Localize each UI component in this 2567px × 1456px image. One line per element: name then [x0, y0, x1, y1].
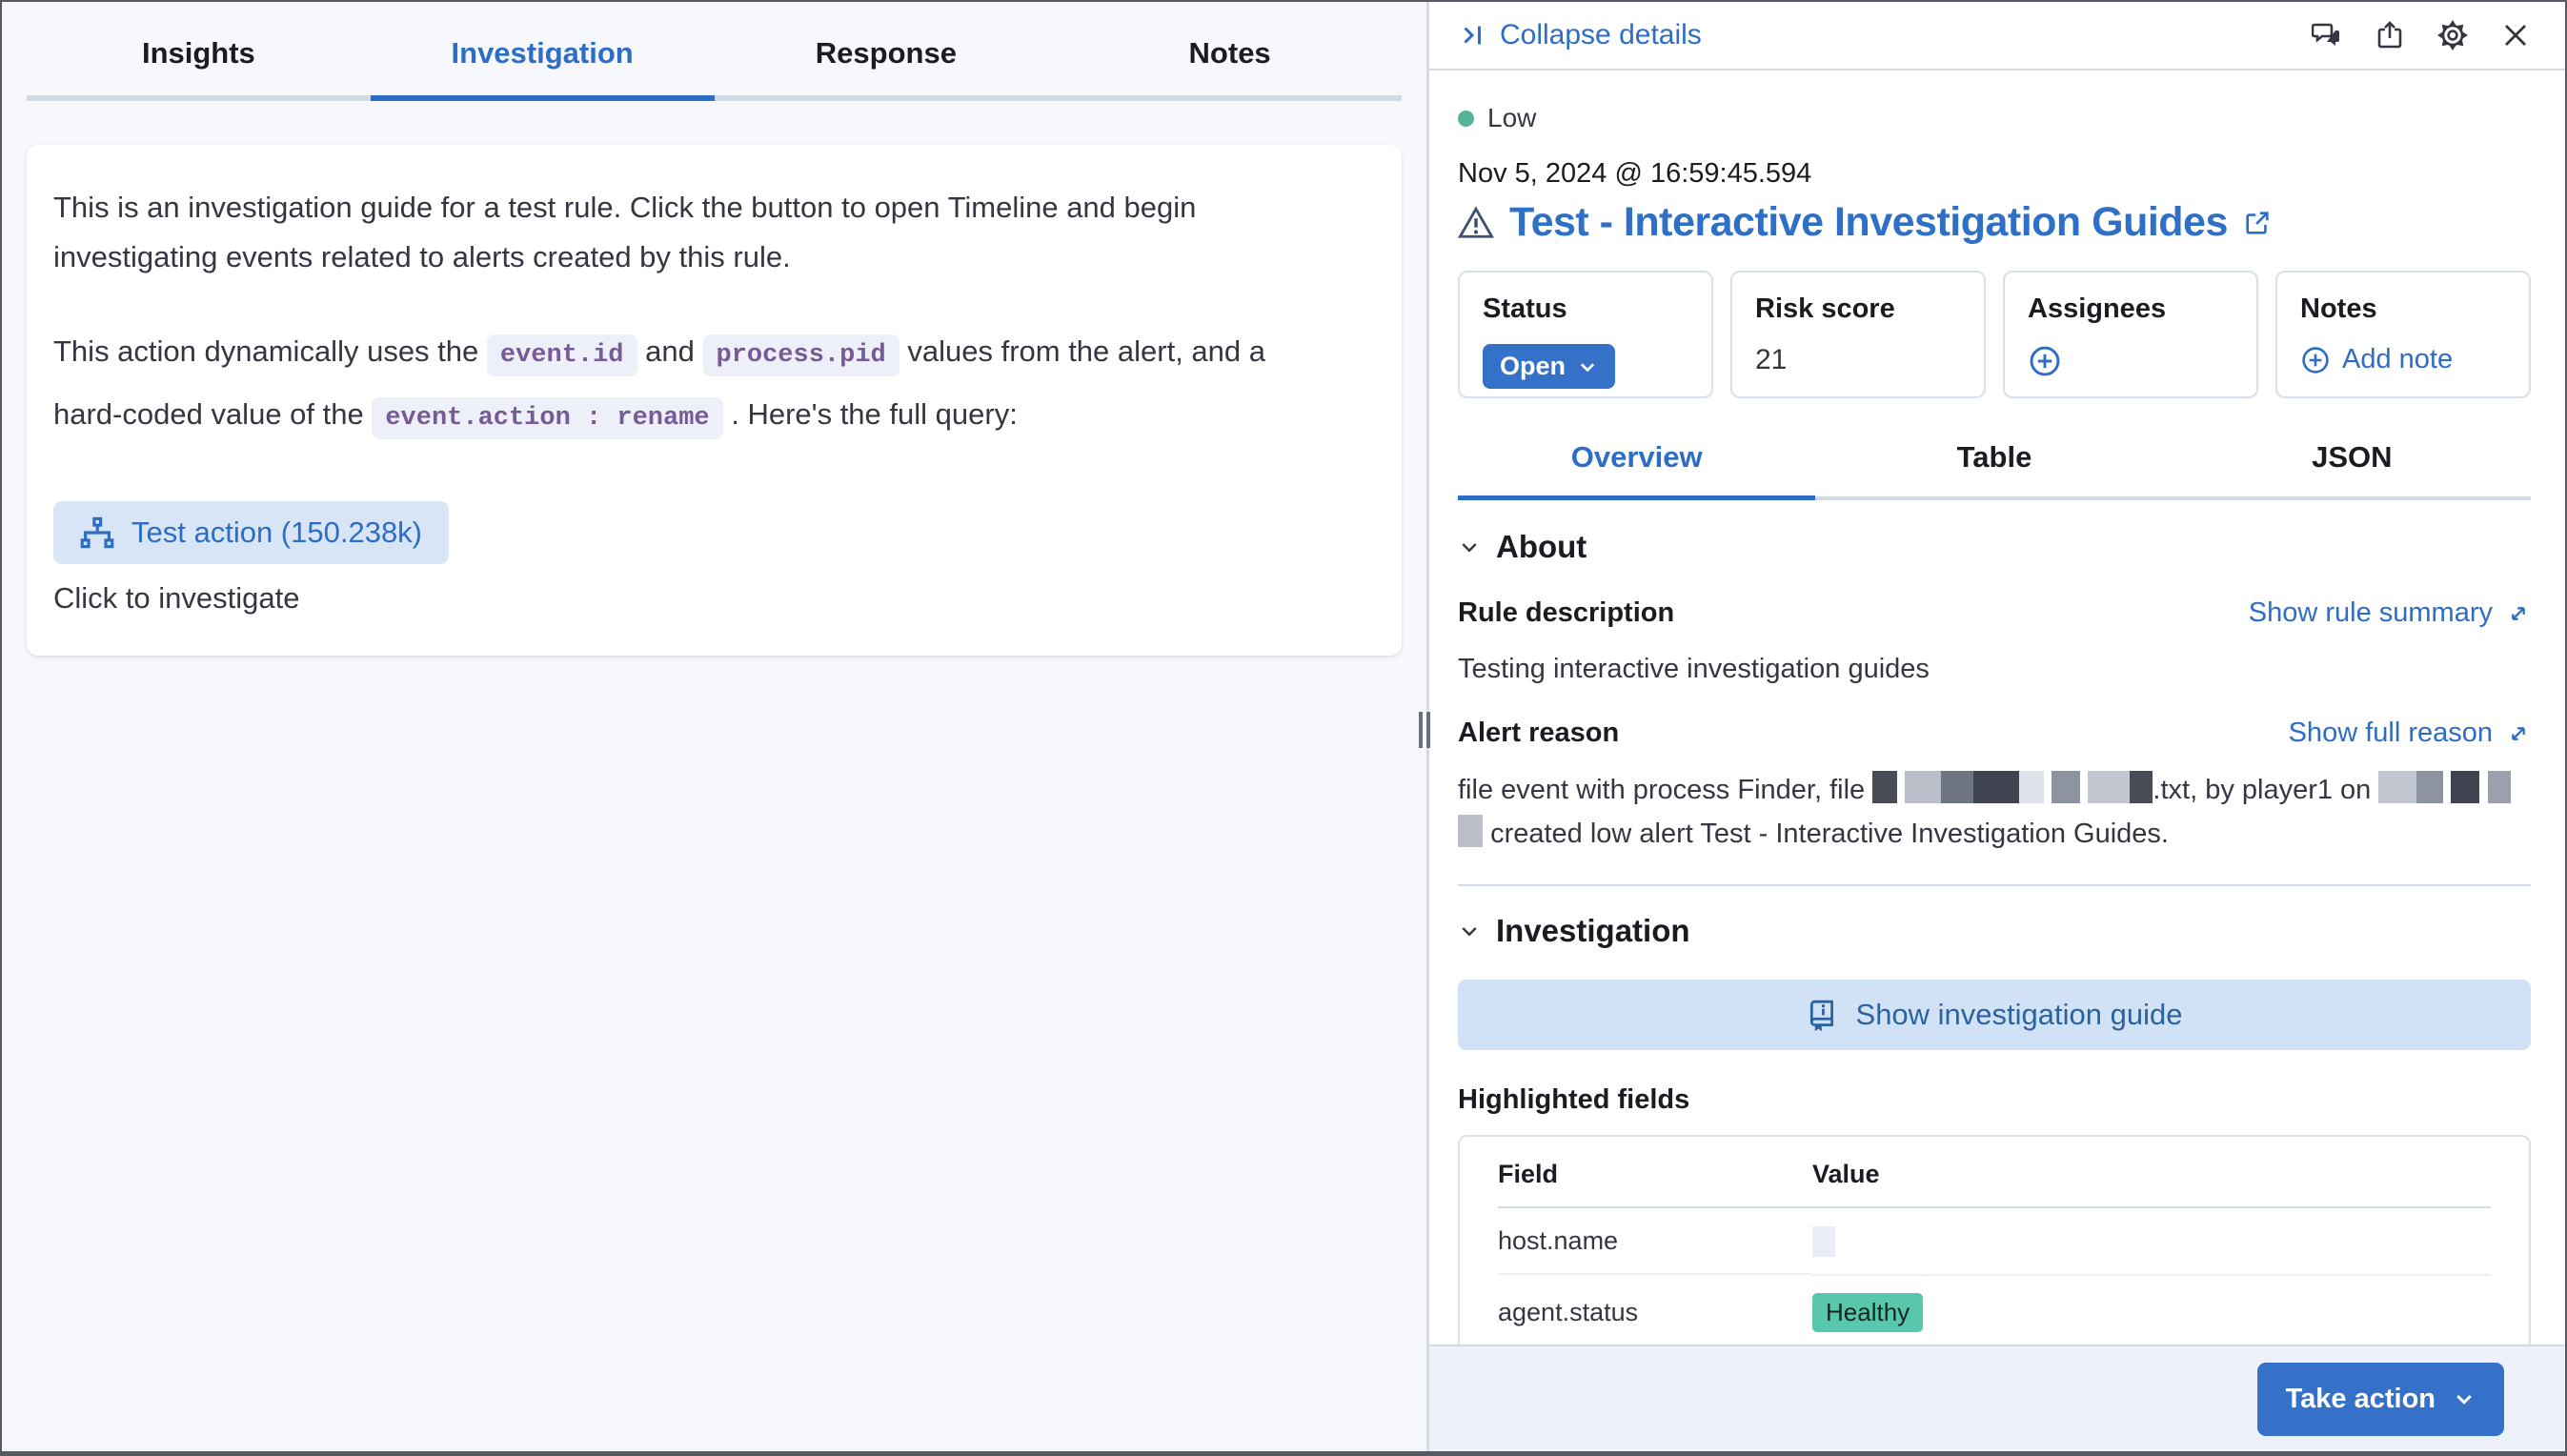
- alert-timestamp: Nov 5, 2024 @ 16:59:45.594: [1458, 158, 1812, 189]
- redacted-block: [2416, 771, 2443, 803]
- guide-paragraph-2: [53, 322, 1330, 448]
- share-icon: [2375, 20, 2405, 51]
- code-chip-event-id: event.id: [487, 334, 637, 376]
- alert-title-row: [1458, 199, 2531, 246]
- redacted-block: [2019, 771, 2044, 803]
- add-note-button[interactable]: [2300, 344, 2453, 375]
- redacted-block: [1973, 771, 2019, 803]
- assignees-label: Assignees: [2028, 293, 2167, 324]
- redacted-block: [2088, 771, 2130, 803]
- column-header-field: Field: [1498, 1160, 1812, 1208]
- redacted-block: [2488, 771, 2511, 803]
- show-investigation-guide-button[interactable]: [1458, 980, 2531, 1050]
- guide-text-segment: This action dynamically uses the: [53, 334, 479, 368]
- click-to-investigate-hint: Click to investigate: [53, 581, 300, 615]
- arrow-to-end-icon: [1458, 21, 1486, 50]
- settings-button[interactable]: [2437, 20, 2468, 51]
- risk-score-label: Risk score: [1755, 293, 1895, 324]
- show-rule-summary-link[interactable]: [2249, 597, 2531, 629]
- value-cell: [1812, 1276, 2491, 1345]
- chevron-down-icon: [2453, 1387, 2476, 1410]
- code-chip-event-action: event.action : rename: [372, 397, 722, 439]
- tab-insights[interactable]: Insights: [141, 36, 255, 70]
- guide-paragraph-1: This is an investigation guide for a test rule. Click the button to open Timeline and begin investigating events related to alerts created by this rule.: [53, 191, 1197, 273]
- show-full-reason-label: Show full reason: [2288, 718, 2493, 748]
- risk-score-card: [1730, 271, 1986, 398]
- rule-description-label: Rule description: [1458, 597, 1675, 628]
- panel-resize-handle[interactable]: [1419, 712, 1430, 748]
- redacted-block: [2378, 771, 2416, 803]
- reason-text-segment: created low alert Test - Interactive Investigation Guides.: [1490, 819, 2169, 849]
- agent-status-badge: Healthy: [1812, 1293, 1923, 1332]
- redacted-block: [1458, 815, 1483, 847]
- show-full-reason-link[interactable]: [2289, 718, 2531, 749]
- redacted-block: [2052, 771, 2080, 803]
- flyout-header: [1429, 2, 2565, 71]
- warning-icon: [1458, 205, 1494, 241]
- status-open-dropdown[interactable]: [1483, 344, 1615, 389]
- take-action-label: Take action: [2285, 1383, 2436, 1414]
- notes-label: Notes: [2300, 293, 2377, 324]
- test-action-label: Test action (150.238k): [131, 516, 423, 549]
- alert-reason-text: [1458, 768, 2531, 856]
- add-assignee-button[interactable]: [2028, 344, 2062, 378]
- table-header-row: [1498, 1160, 2491, 1208]
- redacted-block: [1872, 771, 1897, 803]
- investigation-left-panel: [2, 2, 1426, 1451]
- alert-summary-cards: [1458, 271, 2531, 398]
- share-button[interactable]: [2375, 20, 2405, 51]
- tab-overview[interactable]: Overview: [1458, 425, 1815, 500]
- rule-description-text: Testing interactive investigation guides: [1458, 654, 1930, 684]
- severity-dot: [1458, 111, 1474, 127]
- investigation-section-toggle[interactable]: [1458, 913, 2531, 949]
- chevron-down-icon: [1458, 920, 1481, 942]
- section-divider: [1458, 884, 2531, 886]
- plus-circle-icon: [2028, 344, 2062, 378]
- alert-details-flyout: [1429, 2, 2565, 1451]
- external-link-icon: [2243, 209, 2272, 237]
- flyout-footer: [1429, 1345, 2565, 1451]
- redacted-block: [1905, 771, 1941, 803]
- timeline-icon: [80, 516, 114, 550]
- book-icon: [1807, 999, 1839, 1031]
- chevron-down-icon: [1577, 356, 1598, 377]
- redacted-block: [2130, 771, 2153, 803]
- assignees-card: [2003, 271, 2258, 398]
- redacted-block: [2451, 771, 2479, 803]
- tab-investigation[interactable]: Investigation: [371, 2, 715, 101]
- show-rule-summary-label: Show rule summary: [2248, 597, 2493, 628]
- add-note-label: Add note: [2342, 344, 2454, 374]
- close-flyout-button[interactable]: [2500, 20, 2531, 51]
- severity-row: [1458, 103, 2531, 133]
- expand-icon: [2506, 721, 2531, 746]
- detail-tab-bar: [1458, 425, 2531, 500]
- highlighted-fields-title: Highlighted fields: [1458, 1084, 1690, 1115]
- status-card-label: Status: [1483, 293, 1567, 324]
- collapse-details-label: Collapse details: [1500, 19, 1702, 51]
- status-card: [1458, 271, 1713, 398]
- table-row: [1498, 1276, 2491, 1345]
- tab-table[interactable]: Table: [1956, 440, 2032, 474]
- code-chip-process-pid: process.pid: [703, 334, 899, 376]
- severity-label: Low: [1487, 103, 1537, 132]
- flyout-content: [1429, 71, 2565, 1345]
- chevron-down-icon: [1458, 536, 1481, 558]
- show-investigation-guide-label: Show investigation guide: [1855, 998, 2183, 1031]
- test-action-button[interactable]: [53, 501, 449, 564]
- column-header-value: Value: [1812, 1160, 2491, 1208]
- highlighted-fields-table: [1458, 1135, 2531, 1345]
- open-rule-link[interactable]: [2243, 209, 2272, 237]
- tab-notes[interactable]: Notes: [1188, 36, 1271, 70]
- about-section-toggle[interactable]: [1458, 529, 2531, 565]
- expand-icon: [2506, 601, 2531, 626]
- investigation-guide-card: [27, 145, 1402, 656]
- alert-rule-title: Test - Interactive Investigation Guides: [1509, 199, 2228, 245]
- guide-text-segment: values from the alert, and a hard-coded value of the: [53, 334, 1266, 431]
- guide-text-segment: . Here's the full query:: [731, 397, 1018, 431]
- investigation-heading: Investigation: [1496, 913, 1690, 948]
- plus-circle-icon: [2300, 345, 2331, 375]
- close-icon: [2500, 20, 2531, 51]
- rule-description-row: [1458, 597, 2531, 629]
- field-cell: host.name: [1498, 1209, 1812, 1275]
- value-cell: [1812, 1208, 2491, 1276]
- left-tab-bar: [2, 2, 1426, 101]
- comments-button[interactable]: [2312, 20, 2342, 51]
- guide-text-segment: and: [645, 334, 695, 368]
- alert-reason-row: [1458, 718, 2531, 749]
- status-value: Open: [1500, 352, 1566, 380]
- field-cell: agent.status: [1498, 1281, 1812, 1345]
- table-row: [1498, 1208, 2491, 1276]
- tab-response[interactable]: Response: [815, 36, 957, 70]
- gear-icon: [2437, 20, 2468, 51]
- alert-reason-label: Alert reason: [1458, 718, 1620, 748]
- take-action-button[interactable]: [2257, 1363, 2504, 1436]
- panel-divider: [1426, 2, 1429, 1451]
- comments-icon: [2312, 20, 2342, 51]
- reason-text-segment: .txt, by player1 on: [2153, 775, 2372, 805]
- redacted-block: [1812, 1226, 1835, 1257]
- redacted-block: [1941, 771, 1973, 803]
- collapse-details-button[interactable]: [1458, 19, 1702, 51]
- tab-json[interactable]: JSON: [2312, 440, 2393, 474]
- about-heading: About: [1496, 529, 1587, 564]
- risk-score-value: 21: [1755, 344, 1788, 375]
- notes-card: [2275, 271, 2531, 398]
- reason-text-segment: file event with process Finder, file: [1458, 775, 1866, 805]
